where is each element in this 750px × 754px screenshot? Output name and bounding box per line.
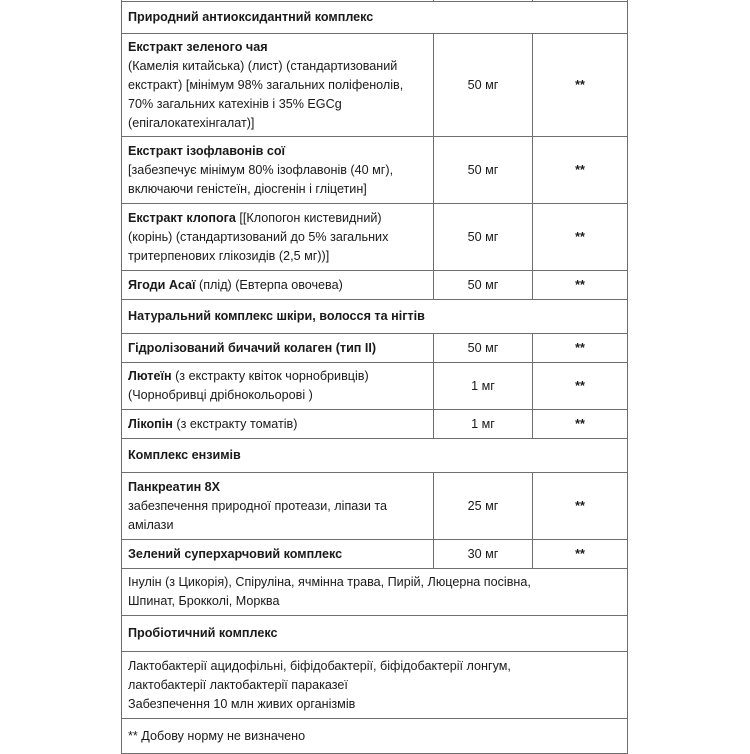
ingredient-name: Екстракт зеленого чая bbox=[128, 39, 268, 54]
table-row bbox=[122, 719, 628, 754]
amount: 30 мг bbox=[434, 540, 533, 569]
table-row bbox=[122, 34, 628, 137]
table-row bbox=[122, 334, 628, 363]
daily-value: ** bbox=[533, 34, 628, 137]
table-row bbox=[122, 410, 628, 439]
ingredient-detail: екстракт) [мінімум 98% загальних поліфенолів, bbox=[128, 77, 404, 92]
ingredient-name: Лікопін bbox=[128, 416, 173, 431]
ingredient-name: Ягоди Асаї bbox=[128, 277, 196, 292]
ingredient-detail: (плід) (Евтерпа овочева) bbox=[195, 277, 343, 292]
daily-value: ** bbox=[533, 473, 628, 540]
amount: 50 мг bbox=[434, 137, 533, 204]
daily-value: ** bbox=[533, 271, 628, 300]
ingredient-detail: [[Клопогон кистевидний) bbox=[235, 210, 382, 225]
amount: 1 мг bbox=[434, 410, 533, 439]
ingredient-name: Гідролізований бичачий колаген (тип II) bbox=[128, 340, 377, 355]
daily-value: ** bbox=[533, 540, 628, 569]
ingredient-detail: 70% загальних катехінів і 35% EGCg bbox=[128, 96, 342, 111]
table-row bbox=[122, 540, 628, 569]
daily-value: ** bbox=[533, 410, 628, 439]
section-title: Комплекс ензимів bbox=[128, 447, 241, 462]
ingredient-name: Панкреатин 8X bbox=[128, 479, 221, 494]
section-title: Природний антиоксидантний комплекс bbox=[128, 9, 374, 24]
table-row bbox=[122, 137, 628, 204]
ingredient-detail: включаючи геністеїн, діосгенін і гліцетин] bbox=[128, 181, 367, 196]
table-row bbox=[122, 363, 628, 410]
ingredient-detail: [забезпечує мінімум 80% ізофлавонів (40 мг), bbox=[128, 162, 394, 177]
section-title: Натуральний комплекс шкіри, волосся та нігтів bbox=[128, 308, 425, 323]
probiotic-detail: Забезпечення 10 млн живих організмів bbox=[128, 696, 356, 711]
ingredient-detail: (з екстракту томатів) bbox=[172, 416, 298, 431]
ingredient-name: Екстракт клопога bbox=[128, 210, 236, 225]
amount: 50 мг bbox=[434, 204, 533, 271]
section-title: Пробіотичний комплекс bbox=[128, 625, 278, 640]
table-row bbox=[122, 204, 628, 271]
amount: 50 мг bbox=[434, 271, 533, 300]
ingredient-detail: (Чорнобривці дрібнокольорові ) bbox=[128, 388, 313, 402]
ingredient-detail: (з екстракту квіток чорнобривців) bbox=[171, 369, 369, 383]
ingredient-detail: (корінь) (стандартизований до 5% загальних bbox=[128, 229, 389, 244]
amount: 1 мг bbox=[434, 363, 533, 410]
daily-value: ** bbox=[533, 137, 628, 204]
ingredient-detail: (епігалокатехінгалат)] bbox=[128, 115, 255, 130]
section-header bbox=[122, 2, 628, 34]
daily-value: ** bbox=[533, 334, 628, 363]
footnote: ** Добову норму не визначено bbox=[128, 728, 306, 743]
ingredient-name: Зелений суперхарчовий комплекс bbox=[128, 546, 343, 561]
section-header bbox=[122, 439, 628, 473]
ingredient-detail: (Камелія китайська) (лист) (стандартизований bbox=[128, 58, 398, 73]
ingredient-name: Лютеїн bbox=[128, 369, 172, 383]
amount: 50 мг bbox=[434, 334, 533, 363]
table-row bbox=[122, 473, 628, 540]
ingredient-name: Екстракт ізофлавонів сої bbox=[128, 143, 286, 158]
amount: 50 мг bbox=[434, 34, 533, 137]
superfood-detail: Шпинат, Брокколі, Морква bbox=[128, 594, 280, 608]
ingredient-detail: забезпечення природної протеази, ліпази та bbox=[128, 498, 388, 513]
amount: 25 мг bbox=[434, 473, 533, 540]
table-row bbox=[122, 569, 628, 616]
table-row bbox=[122, 652, 628, 719]
ingredient-detail: тритерпенових глікозидів (2,5 мг))] bbox=[128, 248, 330, 263]
probiotic-detail: лактобактерії лактобактерії параказеї bbox=[128, 677, 348, 692]
daily-value: ** bbox=[533, 363, 628, 410]
daily-value: ** bbox=[533, 204, 628, 271]
ingredient-detail: амілази bbox=[128, 517, 174, 532]
superfood-detail: Інулін (з Цикорія), Спіруліна, ячмінна трава, Пирій, Люцерна посівна, bbox=[128, 575, 531, 589]
probiotic-detail: Лактобактерії ацидофільні, біфідобактерії, біфідобактерії лонгум, bbox=[128, 658, 511, 673]
section-header bbox=[122, 616, 628, 652]
supplement-facts-table bbox=[121, 0, 628, 754]
section-header bbox=[122, 300, 628, 334]
table-row bbox=[122, 271, 628, 300]
